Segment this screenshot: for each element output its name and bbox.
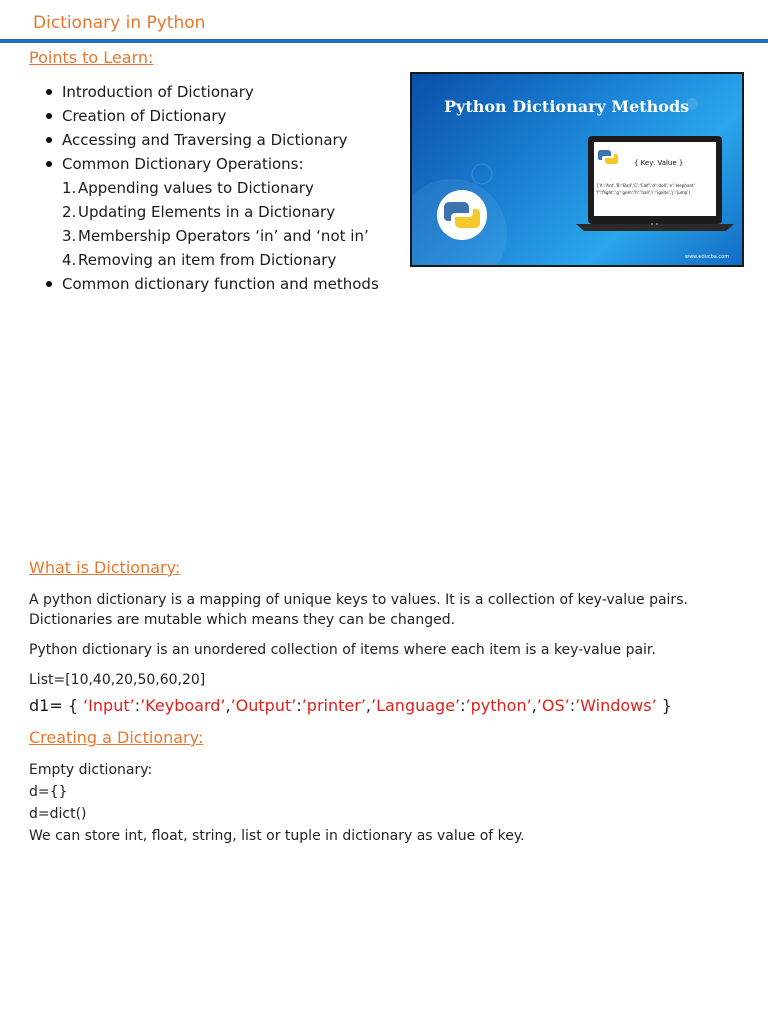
- code-punctuation: ,: [531, 696, 537, 715]
- list-item: [62, 248, 402, 272]
- code-string: ’python’: [465, 696, 532, 715]
- list-item-text: Introduction of Dictionary: [62, 83, 254, 101]
- laptop-dot: [656, 223, 658, 225]
- code-punctuation: :: [134, 696, 141, 715]
- banner-illustration: [412, 74, 742, 265]
- list-item-text: Accessing and Traversing a Dictionary: [62, 131, 348, 149]
- code-suffix: }: [656, 696, 672, 715]
- dict-code-example: [29, 696, 672, 715]
- what-is-heading: What is Dictionary:: [29, 558, 181, 577]
- screen-line: 'f':'flight','g':'gem','h':'hall','i':'ignite','j':'jump'}: [596, 190, 692, 195]
- code-string: ’Windows’: [575, 696, 657, 715]
- creating-lines: [29, 759, 525, 847]
- list-number: 3.: [62, 227, 77, 245]
- list-example: List=[10,40,20,50,60,20]: [29, 672, 206, 688]
- banner-credit: www.educba.com: [685, 254, 730, 260]
- list-item-text: Appending values to Dictionary: [78, 179, 314, 197]
- laptop-base: [576, 224, 734, 231]
- list-item-text: Common Dictionary Operations:: [62, 155, 304, 173]
- code-body: [83, 696, 657, 715]
- code-string: ’Output’: [230, 696, 297, 715]
- list-item-text: Membership Operators ‘in’ and ‘not in’: [78, 227, 369, 245]
- list-item-text: Removing an item from Dictionary: [78, 251, 337, 269]
- text-line: Empty dictionary:: [29, 762, 153, 778]
- list-item-text: Common dictionary function and methods: [62, 275, 379, 293]
- list-number: 2.: [62, 203, 77, 221]
- text-line: d=dict(): [29, 806, 87, 822]
- what-is-paragraph-1: A python dictionary is a mapping of unique keys to values. It is a collection of key-value pairs. Dictionaries are mutable which means they can be changed.: [29, 592, 688, 628]
- code-string: ’printer’: [301, 696, 366, 715]
- code-punctuation: ,: [225, 696, 231, 715]
- list-item: [62, 176, 402, 200]
- list-item: [62, 128, 402, 152]
- points-list: [62, 80, 402, 296]
- points-heading: Points to Learn:: [29, 48, 154, 67]
- code-punctuation: :: [296, 696, 302, 715]
- banner-title: Python Dictionary Methods: [444, 97, 690, 116]
- laptop-icon: [576, 136, 734, 231]
- code-punctuation: :: [569, 696, 576, 715]
- code-string: ’OS’: [536, 696, 570, 715]
- banner-image: [410, 72, 744, 267]
- list-item: [62, 272, 402, 296]
- list-item: [62, 80, 402, 104]
- laptop-screen: [594, 142, 716, 216]
- decor-ring: [472, 164, 492, 184]
- creating-heading: Creating a Dictionary:: [29, 728, 204, 747]
- code-string: ’Keyboard’: [140, 696, 226, 715]
- list-item-text: Creation of Dictionary: [62, 107, 227, 125]
- python-logo-large: [437, 190, 487, 240]
- code-string: ’Language’: [371, 696, 461, 715]
- list-number: 4.: [62, 251, 77, 269]
- text-line: We can store int, float, string, list or tuple in dictionary as value of key.: [29, 828, 525, 844]
- title-rule: [0, 39, 768, 43]
- list-item: [62, 104, 402, 128]
- laptop-dot: [651, 223, 653, 225]
- what-is-paragraph-2: Python dictionary is an unordered collection of items where each item is a key-value pair.: [29, 642, 656, 658]
- text-line: d={}: [29, 784, 68, 800]
- list-item: [62, 200, 402, 224]
- list-item: [62, 152, 402, 176]
- code-punctuation: :: [460, 696, 466, 715]
- code-string: ‘Input’: [83, 696, 135, 715]
- screen-heading: { Key: Value }: [634, 159, 684, 167]
- screen-line: {'A':'Ant','B':'Ball','C':'Calf','d':'doll','e':'elephant': [596, 183, 695, 188]
- list-item-text: Updating Elements in a Dictionary: [78, 203, 336, 221]
- list-number: 1.: [62, 179, 77, 197]
- code-prefix: d1= {: [29, 696, 84, 715]
- code-punctuation: ,: [365, 696, 371, 715]
- list-item: [62, 224, 402, 248]
- document-title: Dictionary in Python: [33, 13, 206, 33]
